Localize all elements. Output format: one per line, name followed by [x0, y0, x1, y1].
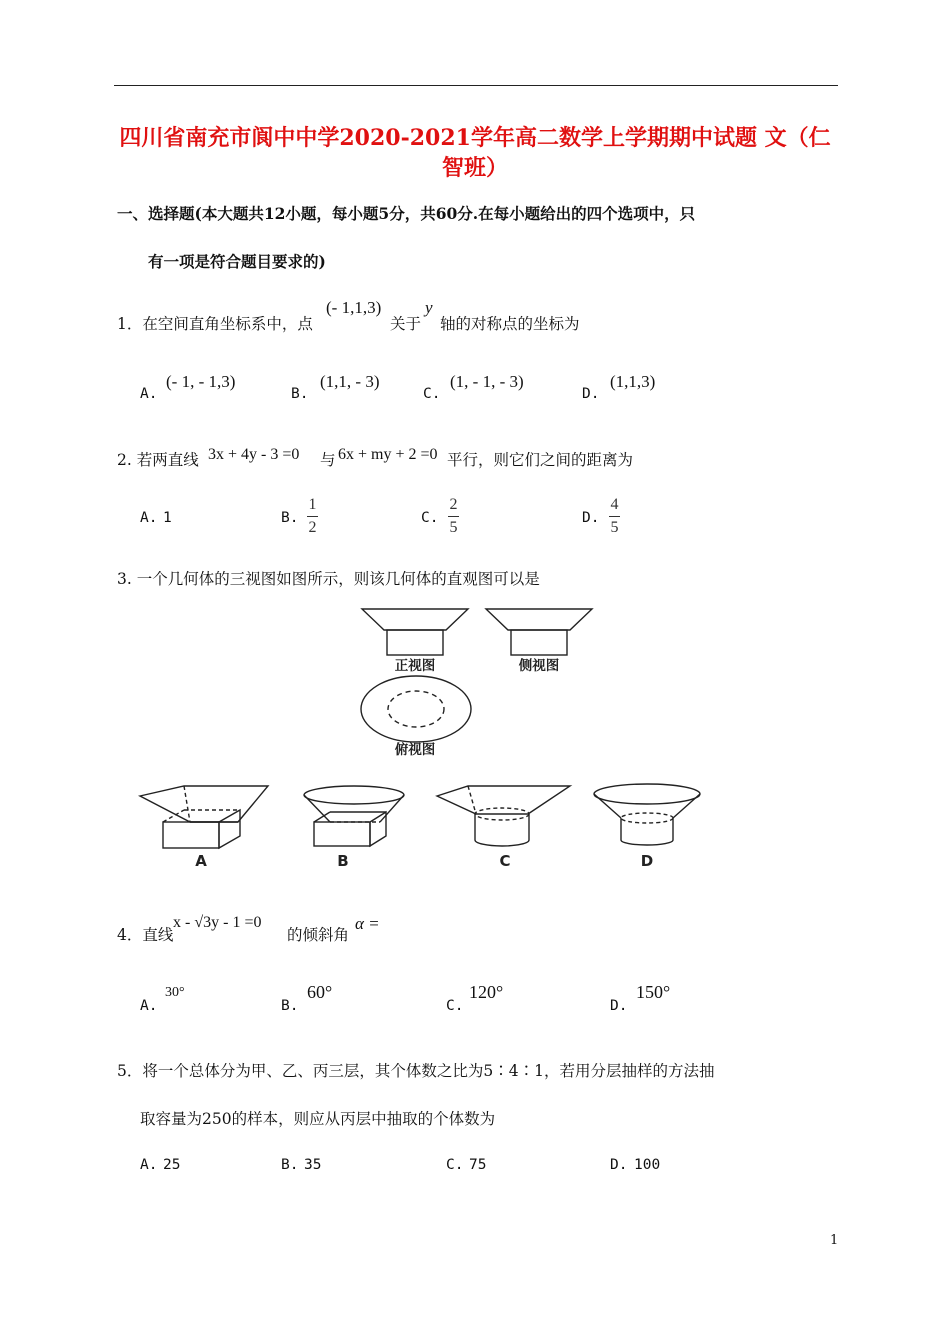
q3-text: 3. 一个几何体的三视图如图所示，则该几何体的直观图可以是: [117, 570, 540, 588]
q1-option-d-value: (1,1,3): [610, 372, 656, 391]
q2-option-a-label: A.: [140, 510, 158, 526]
q4-var: α =: [355, 914, 380, 933]
q1-text-mid: 关于: [390, 315, 422, 333]
q5-option-d-value: 100: [634, 1157, 661, 1173]
q2-option-c-den: 5: [449, 519, 458, 536]
q1-point: (- 1,1,3): [326, 298, 382, 317]
q2-option-b-label: B.: [281, 510, 299, 526]
q2-option-b-num: 1: [308, 496, 317, 513]
front-view-shape: [362, 609, 468, 655]
q2-option-c-label: C.: [421, 510, 439, 526]
q5-option-b-label: B.: [281, 1157, 299, 1173]
title-line-1: 四川省南充市阆中中学2020-2021学年高二数学上学期期中试题 文（仁: [119, 125, 831, 151]
q5-text-line-2: 取容量为250的样本，则应从丙层中抽取的个体数为: [140, 1110, 496, 1128]
choice-b-figure: [304, 786, 404, 846]
top-view-label: 俯视图: [394, 742, 436, 758]
q1-var: y: [425, 298, 433, 317]
q2-option-d-label: D.: [582, 510, 600, 526]
q5-option-a-label: A.: [140, 1157, 158, 1173]
page-number: 1: [830, 1233, 839, 1248]
q4-option-a-label: A.: [140, 998, 158, 1014]
q1-text-pre: 1．在空间直角坐标系中，点: [117, 315, 313, 333]
q4-text-post: 的倾斜角: [287, 926, 350, 944]
choice-a-label: A: [195, 852, 207, 870]
q5-option-b-value: 35: [304, 1157, 322, 1173]
q1-option-c-label: C.: [423, 386, 441, 402]
q5-option-c-value: 75: [469, 1157, 487, 1173]
top-view-shape: [361, 676, 471, 742]
choice-c-figure: [437, 786, 570, 846]
q2-option-c-num: 2: [449, 496, 458, 513]
choice-d-label: D: [640, 852, 654, 870]
q4-option-d-value: 150°: [636, 982, 671, 1002]
q1-option-c-value: (1, - 1, - 3): [450, 372, 524, 391]
q2-option-d-num: 4: [610, 496, 619, 513]
q4-option-c-value: 120°: [469, 982, 504, 1002]
q2-text-post: 平行，则它们之间的距离为: [447, 451, 634, 469]
q2-text-pre: 2. 若两直线: [117, 451, 199, 469]
choice-a-figure: [140, 786, 268, 848]
front-view-label: 正视图: [394, 658, 436, 674]
q2-line-a: 3x + 4y - 3 =0: [208, 446, 300, 463]
q4-option-c-label: C.: [446, 998, 464, 1014]
q5-option-d-label: D.: [610, 1157, 628, 1173]
title-line-2: 智班）: [441, 155, 508, 181]
q1-option-b-label: B.: [291, 386, 309, 402]
side-view-shape: [486, 609, 592, 655]
q1-option-a-label: A.: [140, 386, 158, 402]
choice-c-label: C: [499, 852, 511, 870]
q2-option-a-value: 1: [163, 510, 172, 526]
section-heading: 一、选择题(本大题共12小题，每小题5分，共60分.在每小题给出的四个选项中，只: [117, 204, 696, 223]
q4-text-pre: 4．直线: [117, 926, 174, 944]
q1-option-b-value: (1,1, - 3): [320, 372, 380, 391]
q4-option-b-label: B.: [281, 998, 299, 1014]
q4-option-b-value: 60°: [307, 982, 333, 1002]
choice-d-figure: [594, 784, 700, 845]
q1-text-post: 轴的对称点的坐标为: [440, 315, 580, 333]
choice-b-label: B: [337, 852, 349, 870]
q5-text-line-1: 5．将一个总体分为甲、乙、丙三层，其个体数之比为5∶4∶1，若用分层抽样的方法抽: [117, 1062, 715, 1080]
q5-option-a-value: 25: [163, 1157, 181, 1173]
section-heading-cont: 有一项是符合题目要求的): [148, 252, 326, 271]
q2-option-b-den: 2: [308, 519, 317, 536]
q2-line-b: 6x + my + 2 =0: [338, 446, 438, 463]
q2-option-d-den: 5: [610, 519, 619, 536]
q4-option-a-value: 30°: [165, 985, 185, 1000]
q5-option-c-label: C.: [446, 1157, 464, 1173]
q4-option-d-label: D.: [610, 998, 628, 1014]
q2-text-mid: 与: [320, 451, 336, 469]
q1-option-a-value: (- 1, - 1,3): [166, 372, 236, 391]
side-view-label: 侧视图: [518, 658, 560, 674]
q4-equation: x - √3y - 1 =0: [173, 914, 262, 931]
q1-option-d-label: D.: [582, 386, 600, 402]
